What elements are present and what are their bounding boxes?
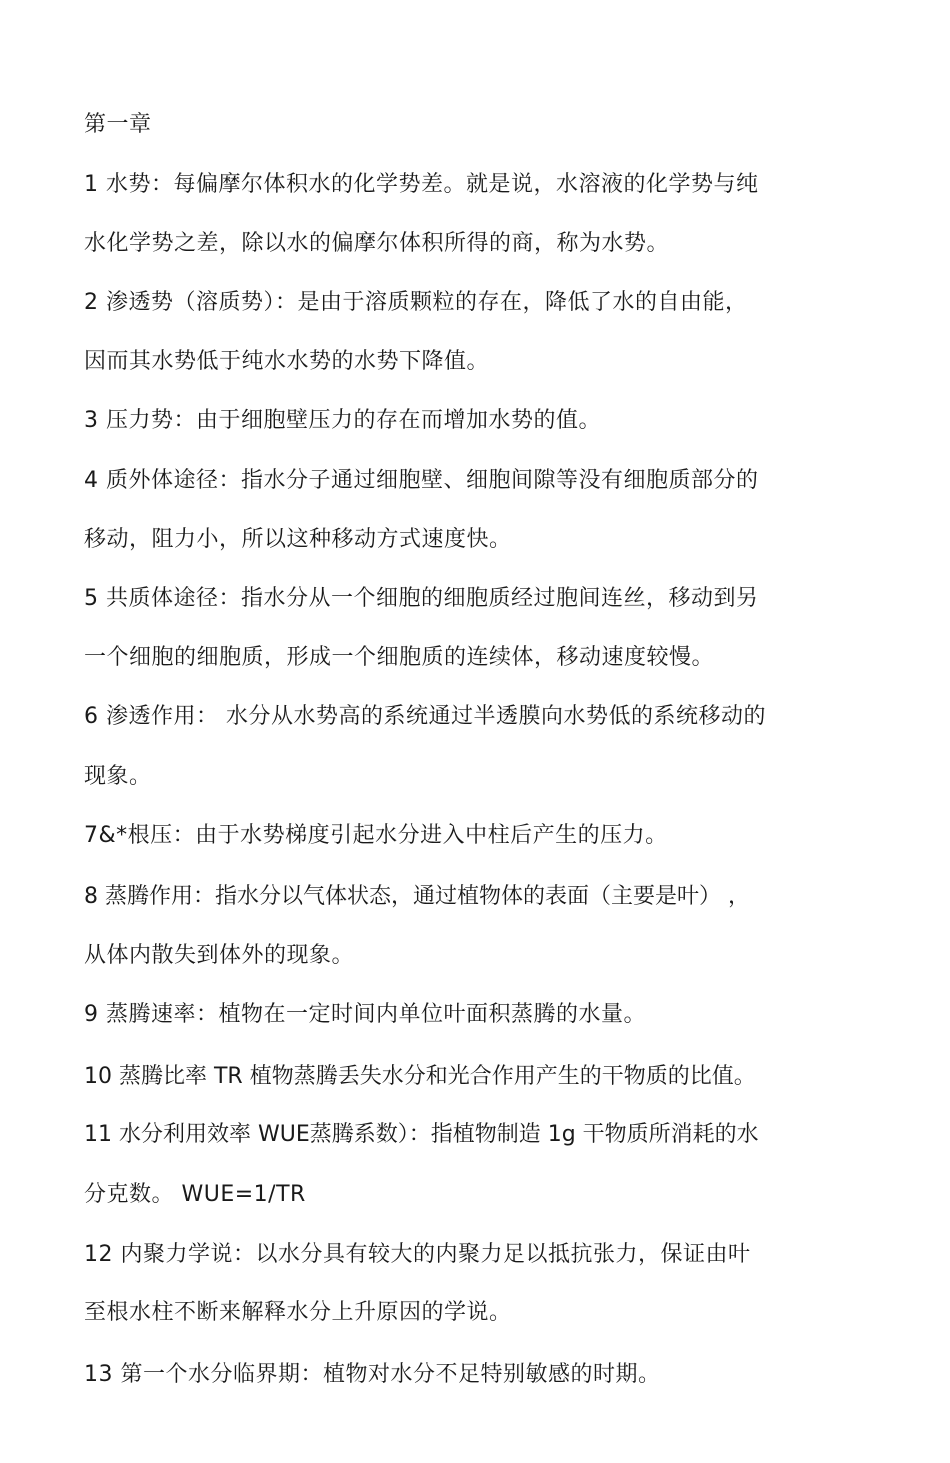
chapter-title: 第一章 [84, 112, 152, 137]
text-line: 移动，阻力小，所以这种移动方式速度快。 [84, 527, 512, 552]
text-line: 8 蒸腾作用：指水分以气体状态，通过植物体的表面（主要是叶） ， [84, 884, 750, 909]
text-line: 4 质外体途径：指水分子通过细胞壁、细胞间隙等没有细胞质部分的 [84, 468, 759, 493]
text-line: 水化学势之差，除以水的偏摩尔体积所得的商，称为水势。 [84, 231, 670, 256]
text-line: 2 渗透势（溶质势）：是由于溶质颗粒的存在，降低了水的自由能， [84, 290, 748, 315]
text-line: 因而其水势低于纯水水势的水势下降值。 [84, 349, 490, 374]
text-line: 5 共质体途径：指水分从一个细胞的细胞质经过胞间连丝，移动到另 [84, 586, 759, 611]
text-line: 10 蒸腾比率 TR 植物蒸腾丢失水分和光合作用产生的干物质的比值。 [84, 1064, 756, 1089]
text-line: 12 内聚力学说：以水分具有较大的内聚力足以抵抗张力，保证由叶 [84, 1242, 751, 1267]
text-line: 分克数。 WUE=1/TR [84, 1182, 306, 1207]
text-line: 至根水柱不断来解释水分上升原因的学说。 [84, 1300, 512, 1325]
text-line: 13 第一个水分临界期：植物对水分不足特别敏感的时期。 [84, 1362, 661, 1387]
text-line: 9 蒸腾速率：植物在一定时间内单位叶面积蒸腾的水量。 [84, 1002, 646, 1027]
text-line: 从体内散失到体外的现象。 [84, 943, 355, 968]
text-line: 现象。 [84, 764, 152, 789]
text-line: 7&*根压：由于水势梯度引起水分进入中柱后产生的压力。 [84, 823, 668, 848]
text-line: 6 渗透作用： 水分从水势高的系统通过半透膜向水势低的系统移动的 [84, 704, 766, 729]
text-line: 3 压力势：由于细胞壁压力的存在而增加水势的值。 [84, 408, 601, 433]
text-line: 1 水势：每偏摩尔体积水的化学势差。就是说，水溶液的化学势与纯 [84, 172, 759, 197]
text-line: 11 水分利用效率 WUE蒸腾系数）：指植物制造 1g 干物质所消耗的水 [84, 1122, 759, 1147]
text-line: 一个细胞的细胞质，形成一个细胞质的连续体，移动速度较慢。 [84, 645, 715, 670]
